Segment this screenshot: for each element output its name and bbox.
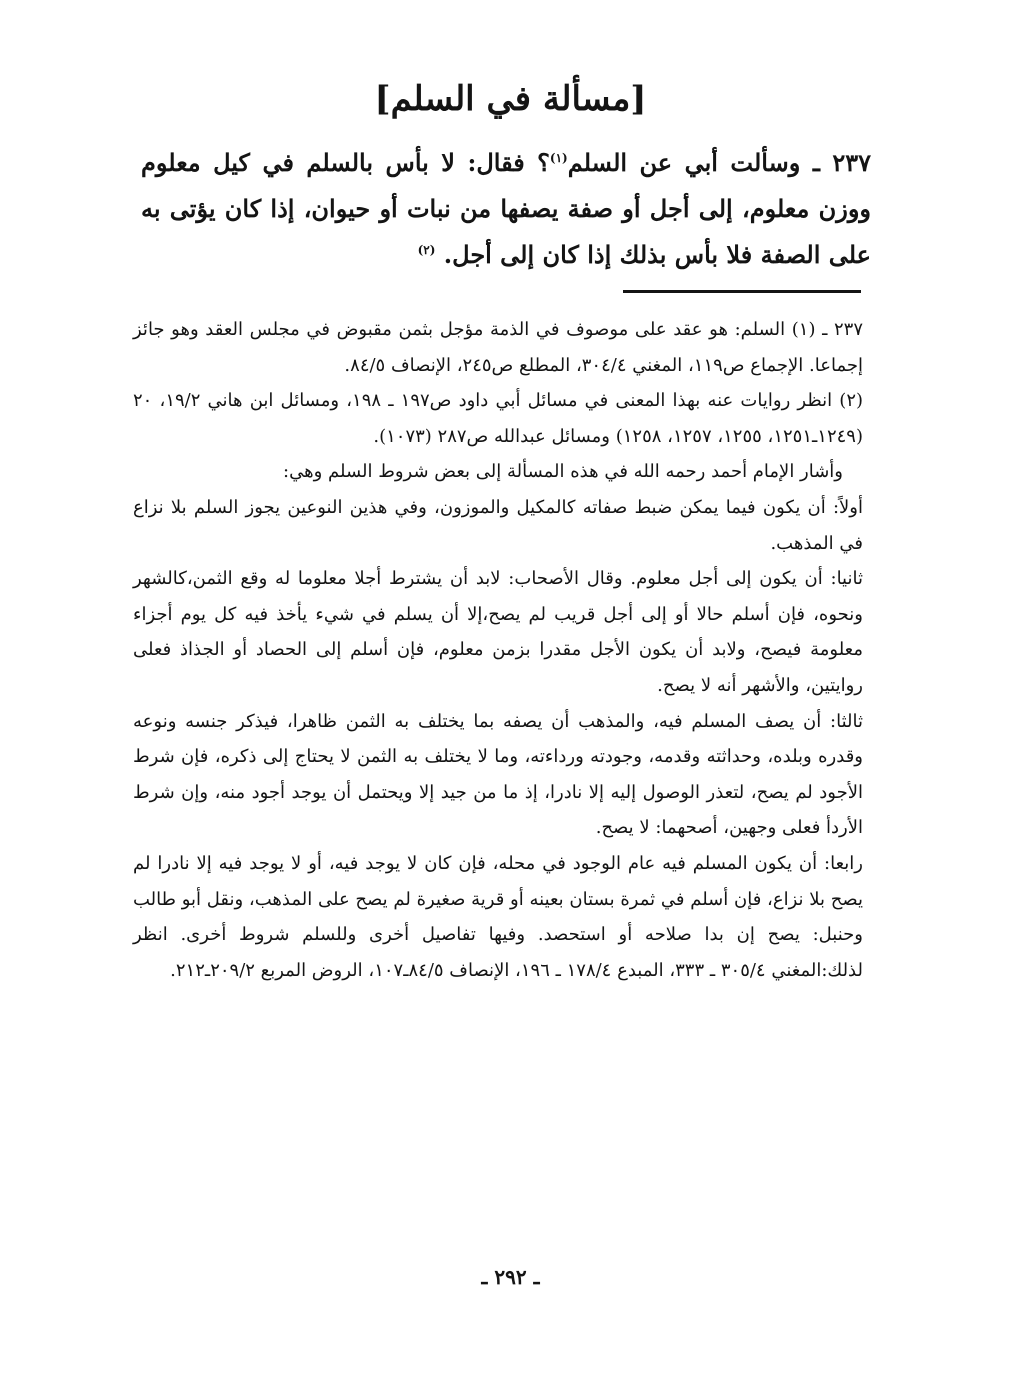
condition-first: أولاً: أن يكون فيما يمكن ضبط صفاته كالمكيل والموزون، وفي هذين النوعين يجوز السلم بلا نزاع في المذهب. — [133, 496, 863, 554]
condition-second: ثانيا: أن يكون إلى أجل معلوم. وقال الأصحاب: لابد أن يشترط أجلا معلوما له وقع الثمن،كالشهر ونحوه، فإن أسلم حالا أو إلى أجل قريب لم يصح،إلا أن يسلم في شيء يأخذ فيه كل يوم أجزاء معلومة فيصح، ولابد أن يكون الأجل مقدرا بزمن معلوم، فإن أسلم إلى الحصاد أو الجذاذ فعلى روايتين، والأشهر أنه لا يصح. — [133, 568, 863, 696]
footnote-marker-2: (٢) — [417, 243, 436, 257]
conditions-intro: وأشار الإمام أحمد رحمه الله في هذه المسألة إلى بعض شروط السلم وهي: — [283, 461, 843, 483]
section-title: [مسألة في السلم] — [374, 79, 647, 119]
condition-fourth: رابعا: أن يكون المسلم فيه عام الوجود في محله، فإن كان لا يوجد فيه، أو لا يوجد فيه إلا نادرا لم يصح بلا نزاع، فإن أسلم في ثمرة بستان بعينه أو قرية صغيرة لم يصح على المذهب، ونقل أبو طالب وحنبل: يصح إن بدا صلاحه أو استحصد. وفيها تفاصيل أخرى وللسلم شروط أخرى. انظر لذلك:المغني ٣٠٥/٤ ـ ٣٣٣، المبدع ١٧٨/٤ ـ ١٩٦، الإنصاف ٨٤/٥ـ١٠٧، الروض المربع ٢٠٩/٢ـ٢١٢. — [133, 852, 863, 981]
page-number: ـ ٢٩٢ ـ — [481, 1265, 540, 1289]
question-text-part2: ؟ فقال: لا بأس بالسلم في كيل معلوم ووزن معلوم، إلى أجل أو صفة يصفها من نبات أو حيوان، إذا كان يؤتى به على الصفة فلا بأس بذلك إذا كان إلى أجل. — [141, 148, 871, 269]
footnote-2: (٢) انظر روايات عنه بهذا المعنى في مسائل أبي داود ص١٩٧ ـ ١٩٨، ومسائل ابن هاني ١٩/٢، ٢٠ (١٢٤٩ـ١٢٥١، ١٢٥٥، ١٢٥٧، ١٢٥٨) ومسائل عبدالله ص٢٨٧ (١٠٧٣). — [133, 390, 864, 447]
question-number: ٢٣٧ ـ — [812, 148, 871, 177]
footnotes-section — [133, 312, 863, 988]
question-text-part1: وسألت أبي عن السلم — [567, 148, 801, 177]
footnote-marker-1: (١) — [549, 151, 568, 165]
condition-third: ثالثا: أن يصف المسلم فيه، والمذهب أن يصفه بما يختلف به الثمن ظاهرا، فيذكر جنسه ونوعه وقدره وبلده، وحداثته وقدمه، وجودته ورداءته، وما لا يختلف به الثمن لا يحتاج إلى ذكره، فإن شرط الأجود لم يصح، لتعذر الوصول إليه إلا نادرا، إذ ما من جيد إلا ويحتمل أن يوجد أجود منه، وإن شرط الأردأ فعلى وجهين، أصحهما: لا يصح. — [133, 710, 863, 839]
footnote-separator — [623, 290, 861, 293]
main-question-text — [141, 140, 871, 278]
footnote-1: ٢٣٧ ـ (١) السلم: هو عقد على موصوف في الذمة مؤجل بثمن مقبوض في مجلس العقد وهو جائز إجماعا. الإجماع ص١١٩، المغني ٣٠٤/٤، المطلع ص٢٤٥، الإنصاف ٨٤/٥. — [133, 319, 863, 376]
